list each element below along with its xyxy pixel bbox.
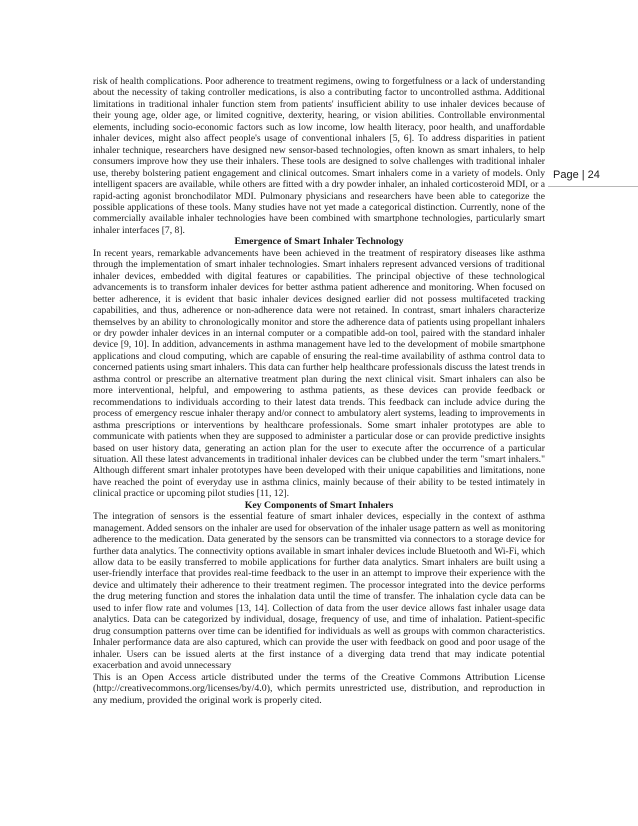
body-paragraph: risk of health complications. Poor adherence to treatment regimens, owing to forgetfulness or a lack of understanding about the necessity of taking controller medications, is also a contributing factor to uncontrolled asthma. Additional limitations in traditional inhaler function stem from patients' insufficient ability to use inhaler devices because of their young age, older age, or limited cognitive, dexterity, hearing, or vision abilities. Controllable environmental elements, including socio-economic factors such as low income, low health literacy, poor health, and unaffordable inhaler devices, might also affect people's usage of conventional inhalers [5, 6]. To address disparities in patient inhaler technique, researchers have designed new sensor-based technologies, often known as smart inhalers, to help consumers improve how they use their inhalers. These tools are designed to solve challenges with traditional inhaler use, thereby bolstering patient engagement and clinical outcomes. Smart inhalers come in a variety of models. Only intelligent spacers are available, while others are fitted with a dry powder inhaler, an inhaled corticosteroid MDI, or a rapid-acting agonist bronchodilator MDI. Pulmonary physicians and researchers have been able to categorize the possible applications of these tools. Many studies have not yet made a categorical distinction. Currently, none of the commercially available inhaler technologies have been combined with smartphone technologies, particularly smart inhaler interfaces [7, 8]. (93, 76, 545, 236)
body-paragraph: In recent years, remarkable advancements have been achieved in the treatment of respiratory diseases like asthma through the implementation of smart inhaler technologies. Smart inhalers represent advanced versions of traditional inhaler devices, embedded with digital features or capabilities. The principal objective of these technological advancements is to transform inhaler devices for better asthma patient adherence and monitoring. When focused on better adherence, it is evident that basic inhaler devices designed earlier did not possess multifaceted tracking capabilities, and thus, adherence or non-adherence data were not retained. In contrast, smart inhalers characterize themselves by an ability to chronologically monitor and store the adherence data of patients using propellant inhalers or dry powder inhaler devices in an internal computer or a compatible add-on tool, paired with the standard inhaler device [9, 10]. In addition, advancements in asthma management have led to the development of mobile smartphone applications and cloud computing, which are capable of ensuring the real-time availability of asthma control data to concerned patients using smart inhalers. This data can further help healthcare professionals discuss the latest trends in asthma control or prescribe an alternative treatment plan during the next clinical visit. Smart inhalers can also be more interventional, helpful, and empowering to asthma patients, as these devices can provide feedback or recommendations to individuals according to their latest data trends. This feedback can include advice during the process of emergency rescue inhaler therapy and/or connect to ambulatory alert systems, leading to improvements in asthma prescriptions or interventions by healthcare professionals. Some smart inhaler prototypes are able to communicate with patients when they are supposed to administer a particular dose or can provide predictive insights based on user history data, generating an action plan for the user to execute after the occurrence of a particular situation. All these latest advancements in traditional inhaler devices can be clubbed under the term "smart inhalers." Although different smart inhaler prototypes have been developed with their unique capabilities and limitations, none have reached the point of everyday use in asthma clinics, mainly because of their ability to be tested intimately in clinical practice or upcoming pilot studies [11, 12]. (93, 247, 545, 500)
page-number-rule (548, 186, 638, 187)
body-paragraph: The integration of sensors is the essential feature of smart inhaler devices, especially in the context of asthma management. Added sensors on the inhaler are used for observation of the inhaler usage pattern as well as monitoring adherence to the medication. Data generated by the sensors can be transmitted via connectors to a storage device for further data analytics. The connectivity options available in smart inhaler devices include Bluetooth and Wi-Fi, which allow data to be easily transferred to mobile applications for further data analytics. Smart inhalers are built using a user-friendly interface that provides real-time feedback to the user in an attempt to improve their experience with the device and ultimately their adherence to their treatment regimen. The processor integrated into the device performs the drug metering function and stores the inhalation data until the time of transfer. The inhalation cycle data can be used to infer flow rate and volumes [13, 14]. Collection of data from the user device allows fast inhaler usage data analytics. Data can be categorized by individual, dosage, frequency of use, and time of inhalation. Patient-specific drug consumption patterns over time can be identified for individuals as well as groups with common characteristics. Inhaler performance data are also captured, which can provide the user with feedback on good and poor usage of the inhaler. Users can be issued alerts at the first instance of a diverging data trend that may indicate potential exacerbation and avoid unnecessary (93, 511, 545, 672)
section-heading: Key Components of Smart Inhalers (244, 499, 394, 511)
section-heading: Emergence of Smart Inhaler Technology (234, 236, 404, 248)
article-body (93, 76, 545, 707)
page-number: Page | 24 (553, 169, 600, 181)
license-notice: This is an Open Access article distributed under the terms of the Creative Commons Attribution License (http://creativecommons.org/licenses/by/4.0), which permits unrestricted use, distribution, and reproduction in any medium, provided the original work is properly cited. (93, 671, 545, 707)
